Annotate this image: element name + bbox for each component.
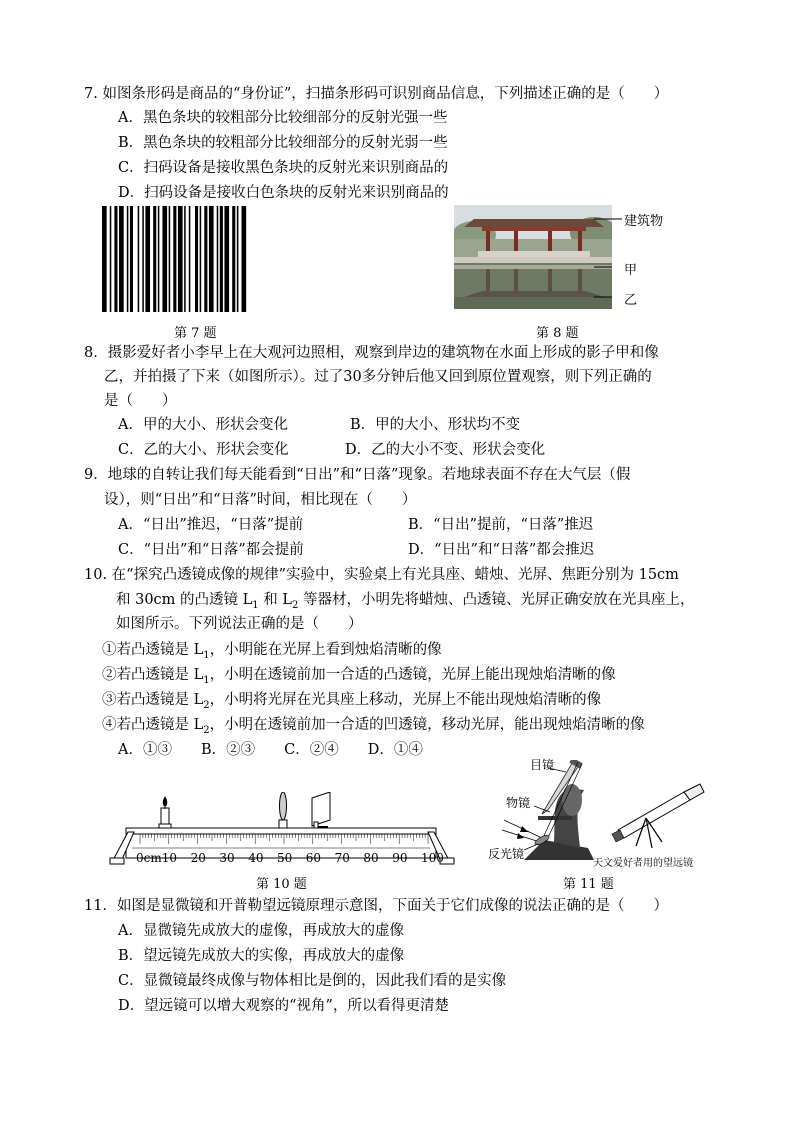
bench-tick-label: 50 xyxy=(277,851,293,865)
label-building: 建筑物 xyxy=(624,214,664,229)
barcode-bar xyxy=(130,206,133,312)
barcode-bar xyxy=(200,206,202,312)
q10-stem-line1: 10. 在“探究凸透镜成像的规律”实验中，实验桌上有光具座、蜡烛、光屏、焦距分别为 15cm xyxy=(84,567,679,583)
fig8-caption: 第 8 题 xyxy=(536,326,579,341)
barcode-bar xyxy=(102,206,107,312)
q10-stem-line3: 如图所示。下列说法正确的是（ ） xyxy=(116,616,363,632)
barcode-bar xyxy=(142,206,144,312)
q11-option-b: B．望远镜先成放大的实像，再成放大的虚像 xyxy=(118,948,405,964)
barcode-bar xyxy=(173,206,176,312)
q9-option-b: B．“日出”提前，“日落”推迟 xyxy=(408,517,594,533)
barcode-bar xyxy=(209,206,214,312)
bench-tick-label: 100 xyxy=(421,851,444,865)
bench-tick-label: 10 xyxy=(161,851,178,865)
bench-tick-label: 30 xyxy=(219,851,235,865)
q8-option-d: D．乙的大小不变、形状会变化 xyxy=(345,442,546,458)
q11-stem: 11．如图是显微镜和开普勒望远镜原理示意图，下面关于它们成像的说法正确的是（ ） xyxy=(84,898,668,914)
q10-statement-4: ④若凸透镜是 $L_2$，小明在透镜前加一合适的凹透镜，移动光屏，能出现烛焰清晰的像 xyxy=(102,717,645,736)
barcode-bar xyxy=(169,206,171,312)
barcode-bar xyxy=(204,206,207,312)
label-objective: 物镜 xyxy=(506,796,531,810)
q7-option-b: B．黑色条块的较粗部分比较细部分的反射光弱一些 xyxy=(118,135,448,151)
bench-tick-label: 90 xyxy=(392,851,408,865)
barcode-bar xyxy=(153,206,156,312)
fig8-leader-lines xyxy=(590,205,626,309)
q9-stem-line2: 设），则“日出”和“日落”时间，相比现在（ ） xyxy=(104,492,417,508)
q8-option-a: A．甲的大小、形状会变化 xyxy=(118,417,288,433)
q11-option-c: C．显微镜最终成像与物体相比是倒的，因此我们看的是实像 xyxy=(118,973,507,989)
barcode-bar xyxy=(127,206,129,312)
bench-tick-label: 0cm xyxy=(136,851,162,865)
fig7-caption: 第 7 题 xyxy=(174,326,217,341)
barcode-bar xyxy=(224,206,229,312)
label-jia: 甲 xyxy=(624,263,638,278)
bench-tick-label: 60 xyxy=(305,851,322,865)
q8-option-c: C．乙的大小、形状会变化 xyxy=(118,442,289,458)
q9-option-a: A．“日出”推迟，“日落”提前 xyxy=(118,517,304,533)
barcode-bar xyxy=(184,206,186,312)
barcode-bar xyxy=(232,206,235,312)
barcode-bar xyxy=(242,206,247,312)
barcode-bar xyxy=(217,206,219,312)
q10-statement-1: ①若凸透镜是 $L_1$，小明能在光屏上看到烛焰清晰的像 xyxy=(102,642,442,661)
barcode-bar xyxy=(237,206,239,312)
pavilion-photo xyxy=(454,205,612,309)
barcode-bar xyxy=(114,206,117,312)
label-eyepiece: 目镜 xyxy=(530,758,555,772)
q10-statement-3: ③若凸透镜是 $L_2$，小明将光屏在光具座上移动，光屏上不能出现烛焰清晰的像 xyxy=(102,692,602,711)
q9-option-d: D．“日出”和“日落”都会推迟 xyxy=(408,542,595,558)
bench-tick-label: 20 xyxy=(190,851,206,865)
barcode-bar xyxy=(158,206,160,312)
q8-stem-line1: 8．摄影爱好者小李早上在大观河边照相，观察到岸边的建筑物在水面上形成的影子甲和像 xyxy=(84,345,659,361)
fig11-caption: 第 11 题 xyxy=(563,877,614,892)
barcode-bar xyxy=(110,206,112,312)
bench-tick-label: 40 xyxy=(248,851,264,865)
barcode-bar xyxy=(220,206,223,312)
q9-option-c: C．“日出”和“日落”都会提前 xyxy=(118,542,304,558)
q10-options: A．①③ B．②③ C．②④ D．①④ xyxy=(118,742,423,758)
barcode-bar xyxy=(162,206,167,312)
barcode-bar xyxy=(145,206,150,312)
fig10-caption: 第 10 题 xyxy=(256,877,307,892)
q8-option-b: B．甲的大小、形状均不变 xyxy=(350,417,521,433)
q7-stem: 7. 如图条形码是商品的“身份证”，扫描条形码可识别商品信息，下列描述正确的是（ ） xyxy=(84,86,669,102)
q10-stem-line2: 和 30cm 的凸透镜 $L_1$ 和 $L_2$ 等器材，小明先将蜡烛、凸透镜、光屏正确安放在光具座上， xyxy=(116,592,695,611)
barcode-bar xyxy=(119,206,124,312)
bench-tick-label: 70 xyxy=(334,851,350,865)
barcode-bar xyxy=(138,206,140,312)
barcode-bar xyxy=(195,206,198,312)
bench-tick-label: 80 xyxy=(363,851,379,865)
label-telescope: 天文爱好者用的望远镜 xyxy=(593,858,693,869)
q11-option-a: A．显微镜先成放大的虚像，再成放大的虚像 xyxy=(118,923,404,939)
label-yi: 乙 xyxy=(624,293,638,308)
q9-stem-line1: 9．地球的自转让我们每天能看到“日出”和“日落”现象。若地球表面不存在大气层（假 xyxy=(84,467,631,483)
q8-stem-line3: 是（ ） xyxy=(104,393,177,409)
q11-option-d: D．望远镜可以增大观察的“视角”，所以看得更清楚 xyxy=(118,998,449,1014)
q7-option-c: C．扫码设备是接收黑色条块的反射光来识别商品的 xyxy=(118,160,449,176)
label-mirror: 反光镜 xyxy=(488,847,525,861)
barcode-bar xyxy=(178,206,183,312)
q8-stem-line2: 乙，并拍摄了下来（如图所示）。过了30多分钟后他又回到原位置观察，则下列正确的 xyxy=(104,369,652,385)
q10-statement-2: ②若凸透镜是 $L_1$，小明在透镜前加一合适的凸透镜，光屏上能出现烛焰清晰的像 xyxy=(102,667,616,686)
barcode-figure xyxy=(100,206,274,312)
q7-option-a: A．黑色条块的较粗部分比较细部分的反射光强一些 xyxy=(118,110,448,126)
q7-option-d: D．扫码设备是接收白色条块的反射光来识别商品的 xyxy=(118,185,449,201)
barcode-bar xyxy=(189,206,191,312)
